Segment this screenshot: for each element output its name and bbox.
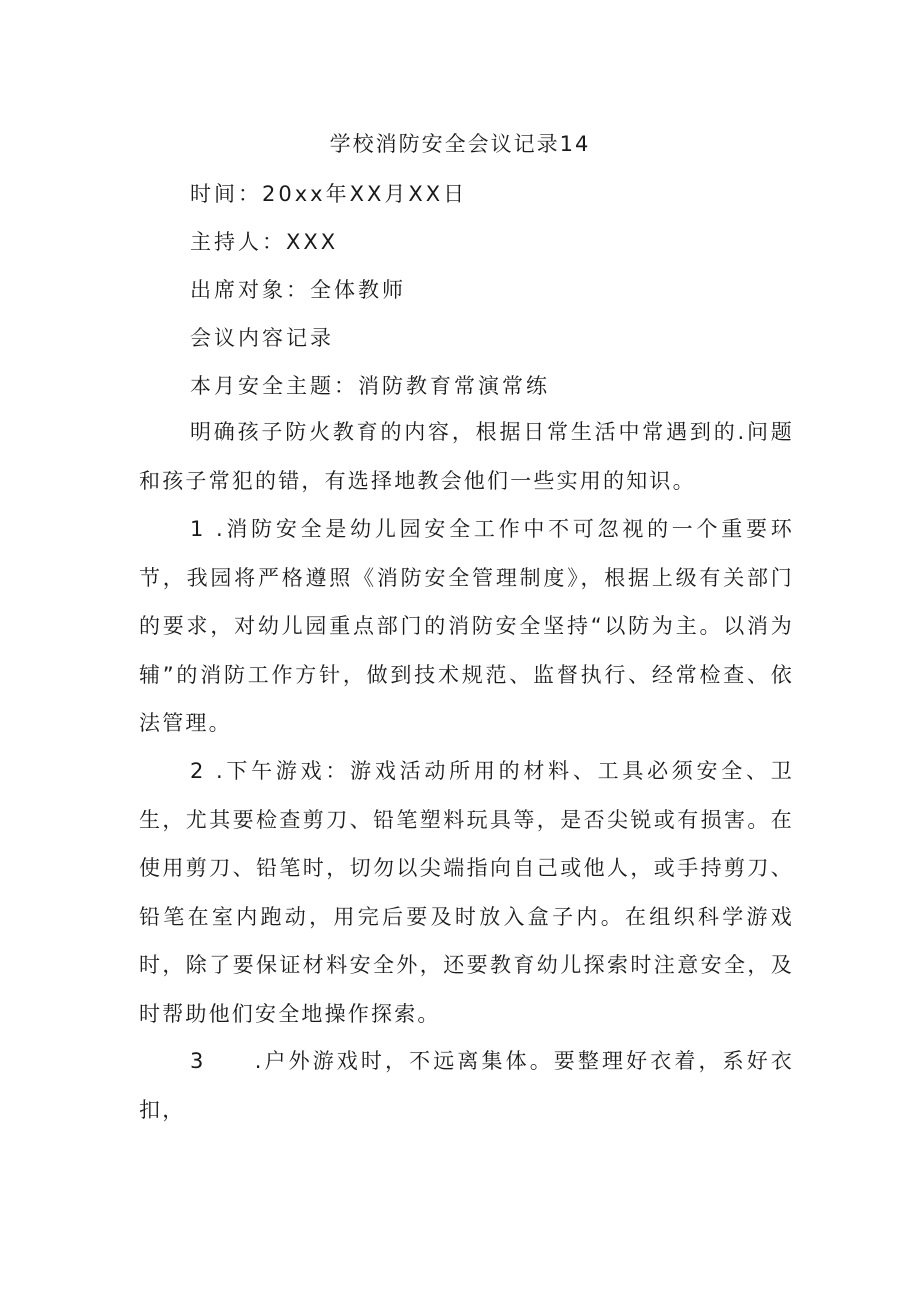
record-heading: 会议内容记录 [190, 326, 334, 350]
meeting-host: 主持人：XXX [190, 230, 339, 254]
document-title: 学校消防安全会议记录14 [329, 132, 591, 156]
meeting-attendees: 出席对象：全体教师 [190, 278, 406, 302]
meeting-time: 时间：20xx年XX月XX日 [190, 182, 468, 206]
paragraph-intro: 明确孩子防火教育的内容，根据日常生活中常遇到的.问题和孩子常犯的错，有选择地教会他们一些实用的知识。 [139, 420, 794, 493]
paragraph-item-3: 3 .户外游戏时，不远离集体。要整理好衣着，系好衣扣， [139, 1049, 794, 1122]
paragraph-item-2: 2 .下午游戏：游戏活动所用的材料、工具必须安全、卫生，尤其要检查剪刀、铅笔塑料玩具等，是否尖锐或有损害。在使用剪刀、铅笔时，切勿以尖端指向自己或他人，或手持剪刀、铅笔在室内跑动，用完后要及时放入盒子内。在组织科学游戏时，除了要保证材料安全外，还要教育幼儿探索时注意安全，及时帮助他们安全地操作探索。 [139, 759, 794, 1026]
safety-theme: 本月安全主题：消防教育常演常练 [190, 374, 550, 398]
paragraph-item-1: 1 .消防安全是幼儿园安全工作中不可忽视的一个重要环节，我园将严格遵照《消防安全管理制度》，根据上级有关部门的要求，对幼儿园重点部门的消防安全坚持“以防为主。以消为辅”的消防工作方针，做到技术规范、监督执行、经常检查、依法管理。 [139, 517, 794, 735]
